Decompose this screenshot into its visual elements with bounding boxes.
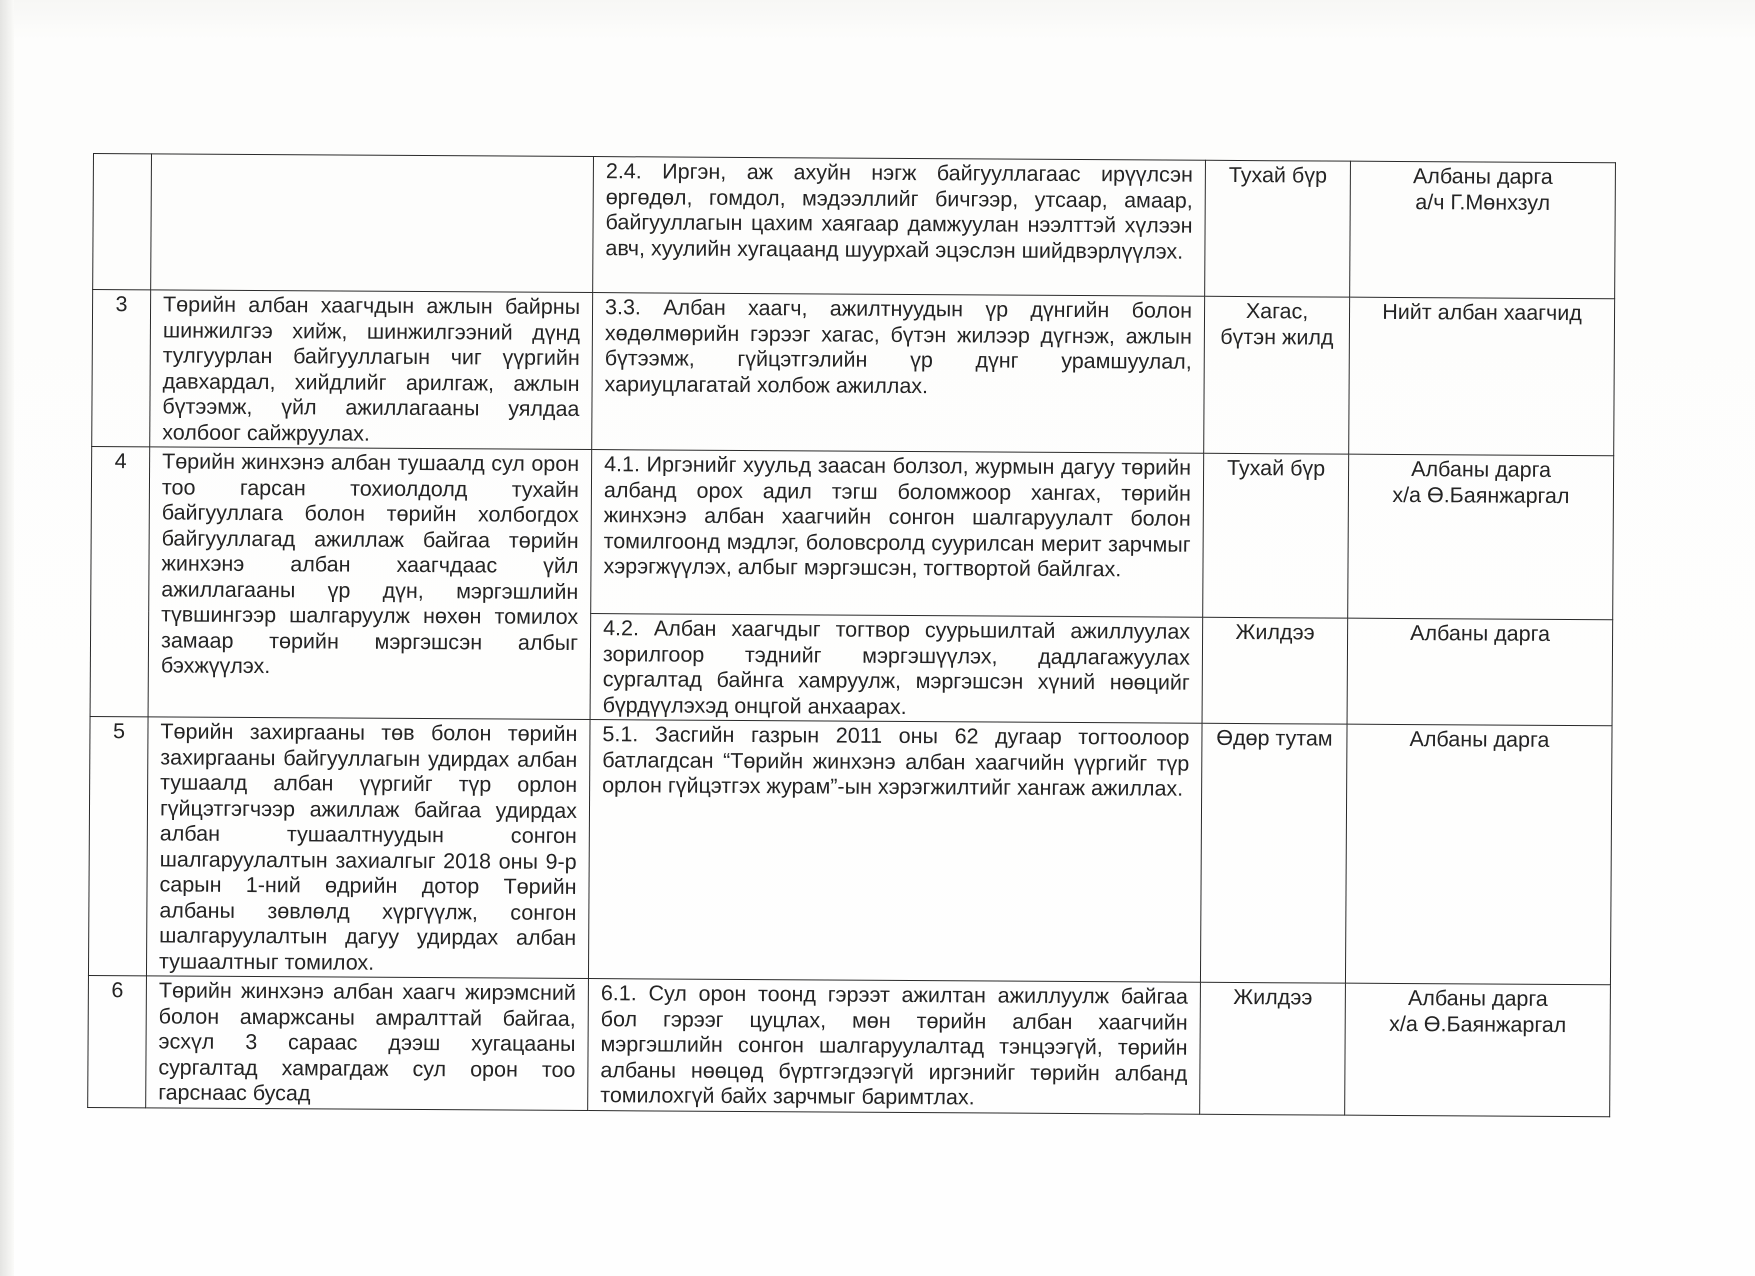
row-number — [93, 154, 152, 290]
term-line: бүтэн жилд — [1220, 324, 1334, 350]
goal-cell: Төрийн жинхэнэ албан тушаалд сул орон тоо гарсан тохиолдолд тухайн байгууллага болон төрийн холбогдох байгууллагад ажиллаж байгаа төрийн жинхэнэ албан хаагчдаас үйл ажиллагааны үр дүн, мэргэшлийн түвшингээр шалгаруулж нөхөн томилох замаар төрийн мэргэшсэн албыг бэхжүүлэх. — [148, 447, 592, 720]
term-cell: Жилдээ — [1200, 982, 1346, 1115]
activity-cell: 2.4. Иргэн, аж ахуйн нэгж байгууллагаас ирүүлсэн өргөдөл, гомдол, мэдээллийг бичгээр, утсаар, амаар, байгууллагын цахим хаягаар дамжуулан нээлттэй хүлээн авч, хуулийн хугацаанд шуурхай эцэслэн шийдвэрлүүлэх. — [593, 157, 1206, 297]
goal-cell: Төрийн захиргааны төв болон төрийн захиргааны байгууллагын удирдах албан тушаалд албан үүргийг түр орлон гүйцэтгэгчээр ажиллаж байгаа удирдах албан тушаалтнуудын сонгон шалгаруулалтын захиалгыг 2018 оны 9-р сарын 1-ний өдрийн дотор Төрийн албаны зөвлөлд хүргүүлж, сонгон шалгаруулалтын дагуу удирдах албан тушаалтныг томилох. — [146, 717, 590, 979]
responsible-title: Албаны дарга — [1407, 986, 1548, 1011]
table-row — [88, 716, 1612, 984]
activity-cell: 3.3. Албан хаагч, ажилтнуудын үр дүнгийн болон хөдөлмөрийн гэрээг хагас, бүтэн жилээр дүгнэж, ажлын бүтээмж, гүйцэтгэлийн үр дүнг урамшуулал, хариуцлагатай холбож ажиллах. — [592, 293, 1205, 454]
term-cell: Жилдээ — [1202, 617, 1348, 724]
activity-cell: 4.2. Албан хаагчдыг тогтвор суурьшилтай ажиллуулах зорилгоор тэднийг мэргэшүүлэх, дадлагажуулах сургалтад байнга хамруулж, мэргэшсэн хүний нөөцийг бүрдүүлэхэд онцгой анхаарах. — [590, 614, 1203, 724]
responsible-cell — [1348, 454, 1614, 620]
goal-cell: Төрийн жинхэнэ албан хаагч жирэмсний болон амаржсаны амралттай байгаа, эсхүл 3 сараас дээш хугацааны сургалтад хамрагдаж сул орон тоо гарснаас бусад — [146, 976, 589, 1111]
responsible-title: Албаны дарга — [1412, 164, 1553, 189]
responsible-cell: Албаны дарга — [1347, 618, 1613, 726]
responsible-cell: Нийт албан хаагчид — [1349, 297, 1615, 456]
table-row — [91, 446, 1614, 619]
table-row — [93, 154, 1616, 299]
term-cell: Тухай бүр — [1205, 160, 1351, 297]
responsible-person: х/а Ө.Баянжаргал — [1389, 1011, 1567, 1037]
term-cell — [1204, 296, 1350, 454]
responsible-person: х/а Ө.Баянжаргал — [1392, 482, 1570, 508]
responsible-cell: Албаны дарга — [1345, 724, 1612, 985]
activity-cell: 6.1. Сул орон тоонд гэрээт ажилтан ажиллуулж байгаа бол гэрээг цуцлах, мөн төрийн албан хаагчийн мэргэшлийн сонгон шалгаруулалтад тэнцээгүй, төрийн албаны нөөцөд бүртгэгдээгүй иргэнийг төрийн албанд томилохгүй байх зарчмыг баримтлах. — [588, 979, 1201, 1115]
row-number: 6 — [88, 975, 147, 1107]
responsible-title: Албаны дарга — [1411, 457, 1552, 482]
table-row — [88, 975, 1611, 1116]
term-cell: Өдөр тутам — [1200, 723, 1347, 983]
row-number: 3 — [92, 290, 151, 447]
term-cell: Тухай бүр — [1203, 453, 1349, 618]
responsible-cell — [1345, 983, 1611, 1117]
goal-cell — [151, 154, 594, 293]
responsible-person: а/ч Г.Мөнхзул — [1415, 189, 1551, 215]
action-plan-table — [87, 153, 1616, 1117]
term-line: Хагас, — [1245, 299, 1309, 324]
activity-cell: 5.1. Засгийн газрын 2011 оны 62 дугаар тогтоолоор батлагдсан “Төрийн жинхэнэ албан хаагчийн үүргийг түр орлон гүйцэтгэх журам”-ын хэрэгжилтийг хангаж ажиллах. — [588, 720, 1202, 983]
activity-cell: 4.1. Иргэнийг хуульд заасан болзол, журмын дагуу төрийн албанд орох адил тэгш боломжоор хангах, төрийн жинхэнэ албан хаагчийн сонгон шалгаруулалт болон томилгоонд мэдлэг, боловсролд суурилсан мерит зарчмыг хэрэгжүүлэх, албыг мэргэшсэн, тогтвортой байлгах. — [591, 450, 1204, 618]
row-number: 4 — [90, 446, 150, 716]
goal-cell: Төрийн албан хаагчдын ажлын байрны шинжилгээ хийж, шинжилгээний дүнд тулгуурлан байгууллагын чиг үүргийн давхардал, хийдлийг арилгаж, ажлын бүтээмж, үйл ажиллагааны уялдаа холбоог сайжруулах. — [150, 290, 593, 450]
responsible-cell — [1350, 161, 1616, 299]
row-number: 5 — [88, 716, 148, 975]
scan-edge-shadow — [0, 0, 14, 1276]
table-row — [92, 290, 1615, 456]
